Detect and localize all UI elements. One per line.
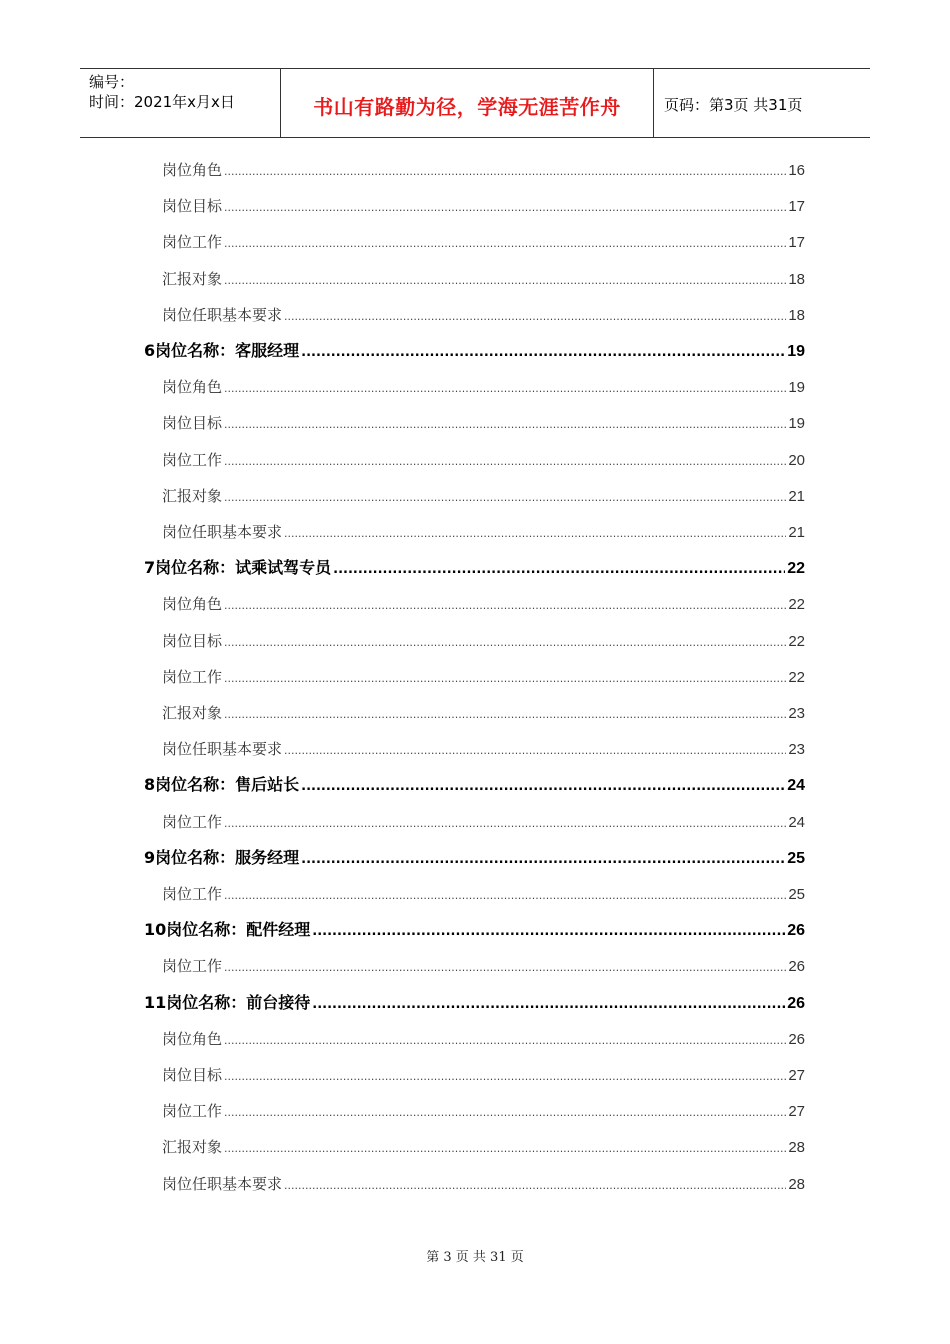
toc-entry-title: 汇报对象: [162, 704, 223, 722]
toc-dot-leader: [224, 486, 786, 510]
toc-dot-leader: [224, 1137, 786, 1161]
toc-entry[interactable]: [162, 267, 805, 291]
toc-entry[interactable]: [162, 1027, 805, 1051]
toc-entry[interactable]: [162, 592, 805, 616]
toc-entry[interactable]: [162, 810, 805, 834]
toc-entry-page: 28: [788, 1139, 805, 1157]
toc-entry-title: 岗位角色: [162, 161, 223, 179]
toc-dot-leader: [224, 160, 786, 184]
toc-section-entry[interactable]: [144, 991, 805, 1015]
toc-entry-page: 23: [788, 741, 805, 759]
toc-entry-page: 23: [788, 705, 805, 722]
toc-entry-page: 21: [788, 524, 805, 541]
toc-entry-title: 10岗位名称：配件经理: [144, 920, 311, 940]
toc-entry-title: 岗位工作: [162, 885, 223, 903]
toc-entry-page: 19: [788, 415, 805, 433]
toc-section-entry[interactable]: [144, 773, 805, 797]
toc-entry[interactable]: [162, 194, 805, 218]
toc-entry[interactable]: [162, 520, 805, 544]
toc-entry-page: 22: [787, 560, 805, 578]
toc-entry-page: 19: [788, 379, 805, 397]
toc-dot-leader: [224, 1029, 786, 1053]
toc-entry[interactable]: [162, 448, 805, 472]
toc-dot-leader: [301, 775, 785, 799]
toc-entry-page: 22: [788, 668, 805, 686]
toc-entry-page: 16: [788, 162, 805, 179]
toc-dot-leader: [284, 739, 786, 763]
toc-entry-page: 22: [788, 596, 805, 614]
toc-entry-title: 岗位任职基本要求: [162, 305, 283, 324]
toc-section-entry[interactable]: [144, 556, 805, 580]
toc-entry[interactable]: [162, 954, 805, 978]
toc-dot-leader: [224, 594, 786, 618]
toc-entry-title: 岗位工作: [162, 957, 223, 976]
toc-dot-leader: [224, 703, 786, 727]
toc-entry-title: 6岗位名称：客服经理: [144, 341, 300, 360]
toc-dot-leader: [224, 1065, 786, 1089]
toc-entry[interactable]: [162, 375, 805, 399]
toc-entry-page: 19: [787, 343, 805, 360]
toc-entry-title: 岗位目标: [162, 1066, 223, 1084]
toc-entry-title: 岗位工作: [162, 667, 223, 686]
toc-entry-page: 22: [788, 632, 805, 650]
toc-entry-page: 26: [788, 958, 805, 976]
toc-entry-title: 岗位目标: [162, 197, 223, 216]
toc-dot-leader: [284, 305, 786, 329]
toc-entry-page: 18: [788, 270, 805, 288]
toc-entry-page: 18: [788, 306, 805, 324]
toc-entry-title: 岗位任职基本要求: [162, 740, 283, 759]
toc-entry[interactable]: [162, 1099, 805, 1123]
toc-dot-leader: [224, 631, 786, 655]
toc-entry-page: 28: [788, 1175, 805, 1193]
toc-dot-leader: [224, 232, 786, 256]
toc-dot-leader: [312, 993, 785, 1017]
toc-entry[interactable]: [162, 701, 805, 725]
page-footer: 第 3 页 共 31 页: [426, 1250, 524, 1265]
toc-dot-leader: [224, 667, 786, 691]
toc-entry-page: 25: [787, 849, 805, 867]
toc-dot-leader: [224, 196, 786, 220]
toc-dot-leader: [301, 341, 785, 365]
toc-entry-page: 17: [788, 234, 805, 252]
toc-entry-title: 岗位工作: [162, 450, 223, 469]
toc-entry-title: 8岗位名称：售后站长: [144, 775, 300, 795]
toc-entry-title: 岗位任职基本要求: [162, 1174, 283, 1193]
toc-entry[interactable]: [162, 411, 805, 435]
toc-dot-leader: [224, 377, 786, 401]
toc-entry-title: 岗位工作: [162, 233, 223, 252]
toc-entry-page: 26: [787, 922, 805, 940]
toc-entry-title: 9岗位名称：服务经理: [144, 847, 300, 867]
toc-dot-leader: [224, 269, 786, 293]
toc-dot-leader: [284, 1174, 786, 1198]
toc-entry-title: 岗位角色: [162, 595, 223, 614]
toc-entry[interactable]: [162, 665, 805, 689]
toc-entry-page: 24: [787, 777, 805, 795]
toc-entry-title: 7岗位名称：试乘试驾专员: [144, 558, 332, 578]
toc-entry[interactable]: [162, 303, 805, 327]
toc-entry-page: 27: [788, 1103, 805, 1121]
toc-dot-leader: [284, 522, 786, 546]
toc-entry-page: 17: [788, 198, 805, 216]
toc-entry-page: 20: [788, 451, 805, 469]
toc-entry[interactable]: [162, 1135, 805, 1159]
toc-entry-title: 岗位工作: [162, 812, 223, 831]
toc-dot-leader: [224, 450, 786, 474]
toc-entry-page: 26: [788, 1030, 805, 1048]
toc-section-entry[interactable]: [144, 339, 805, 363]
toc-entry-page: 21: [788, 487, 805, 505]
toc-dot-leader: [224, 884, 786, 908]
document-date-label: 时间：2021年x月x日: [89, 93, 235, 111]
toc-entry-title: 岗位目标: [162, 631, 223, 650]
toc-entry-page: 26: [787, 994, 805, 1012]
toc-dot-leader: [312, 920, 785, 944]
toc-section-entry[interactable]: [144, 846, 805, 870]
toc-section-entry[interactable]: [144, 918, 805, 942]
toc-entry-title: 11岗位名称：前台接待: [144, 992, 311, 1012]
toc-entry[interactable]: [162, 882, 805, 906]
toc-entry-title: 汇报对象: [162, 1138, 223, 1157]
toc-entry[interactable]: [162, 1063, 805, 1087]
toc-entry-title: 岗位任职基本要求: [162, 523, 283, 541]
toc-dot-leader: [301, 848, 785, 872]
document-number-label: 编号：: [89, 73, 135, 91]
toc-entry-title: 岗位目标: [162, 414, 223, 433]
toc-entry[interactable]: [162, 1172, 805, 1196]
toc-entry[interactable]: [162, 484, 805, 508]
toc-entry-title: 汇报对象: [162, 486, 223, 505]
header-page-label: 页码：第3页 共31页: [664, 95, 803, 114]
toc-entry-page: 25: [788, 886, 805, 903]
toc-entry-page: 27: [788, 1067, 805, 1084]
toc-entry[interactable]: [162, 737, 805, 761]
toc-dot-leader: [224, 1101, 786, 1125]
toc-entry-title: 岗位角色: [162, 1029, 223, 1048]
toc-entry-title: 岗位工作: [162, 1102, 223, 1121]
toc-entry[interactable]: [162, 158, 805, 182]
toc-entry-page: 24: [788, 813, 805, 831]
toc-dot-leader: [224, 413, 786, 437]
toc-entry-title: 汇报对象: [162, 269, 223, 288]
header-motto: 书山有路勤为径，学海无涯苦作舟: [313, 94, 621, 119]
toc-dot-leader: [333, 558, 785, 582]
toc-dot-leader: [224, 956, 786, 980]
toc-entry-title: 岗位角色: [162, 378, 223, 397]
toc-entry[interactable]: [162, 230, 805, 254]
toc-dot-leader: [224, 812, 786, 836]
toc-entry[interactable]: [162, 629, 805, 653]
